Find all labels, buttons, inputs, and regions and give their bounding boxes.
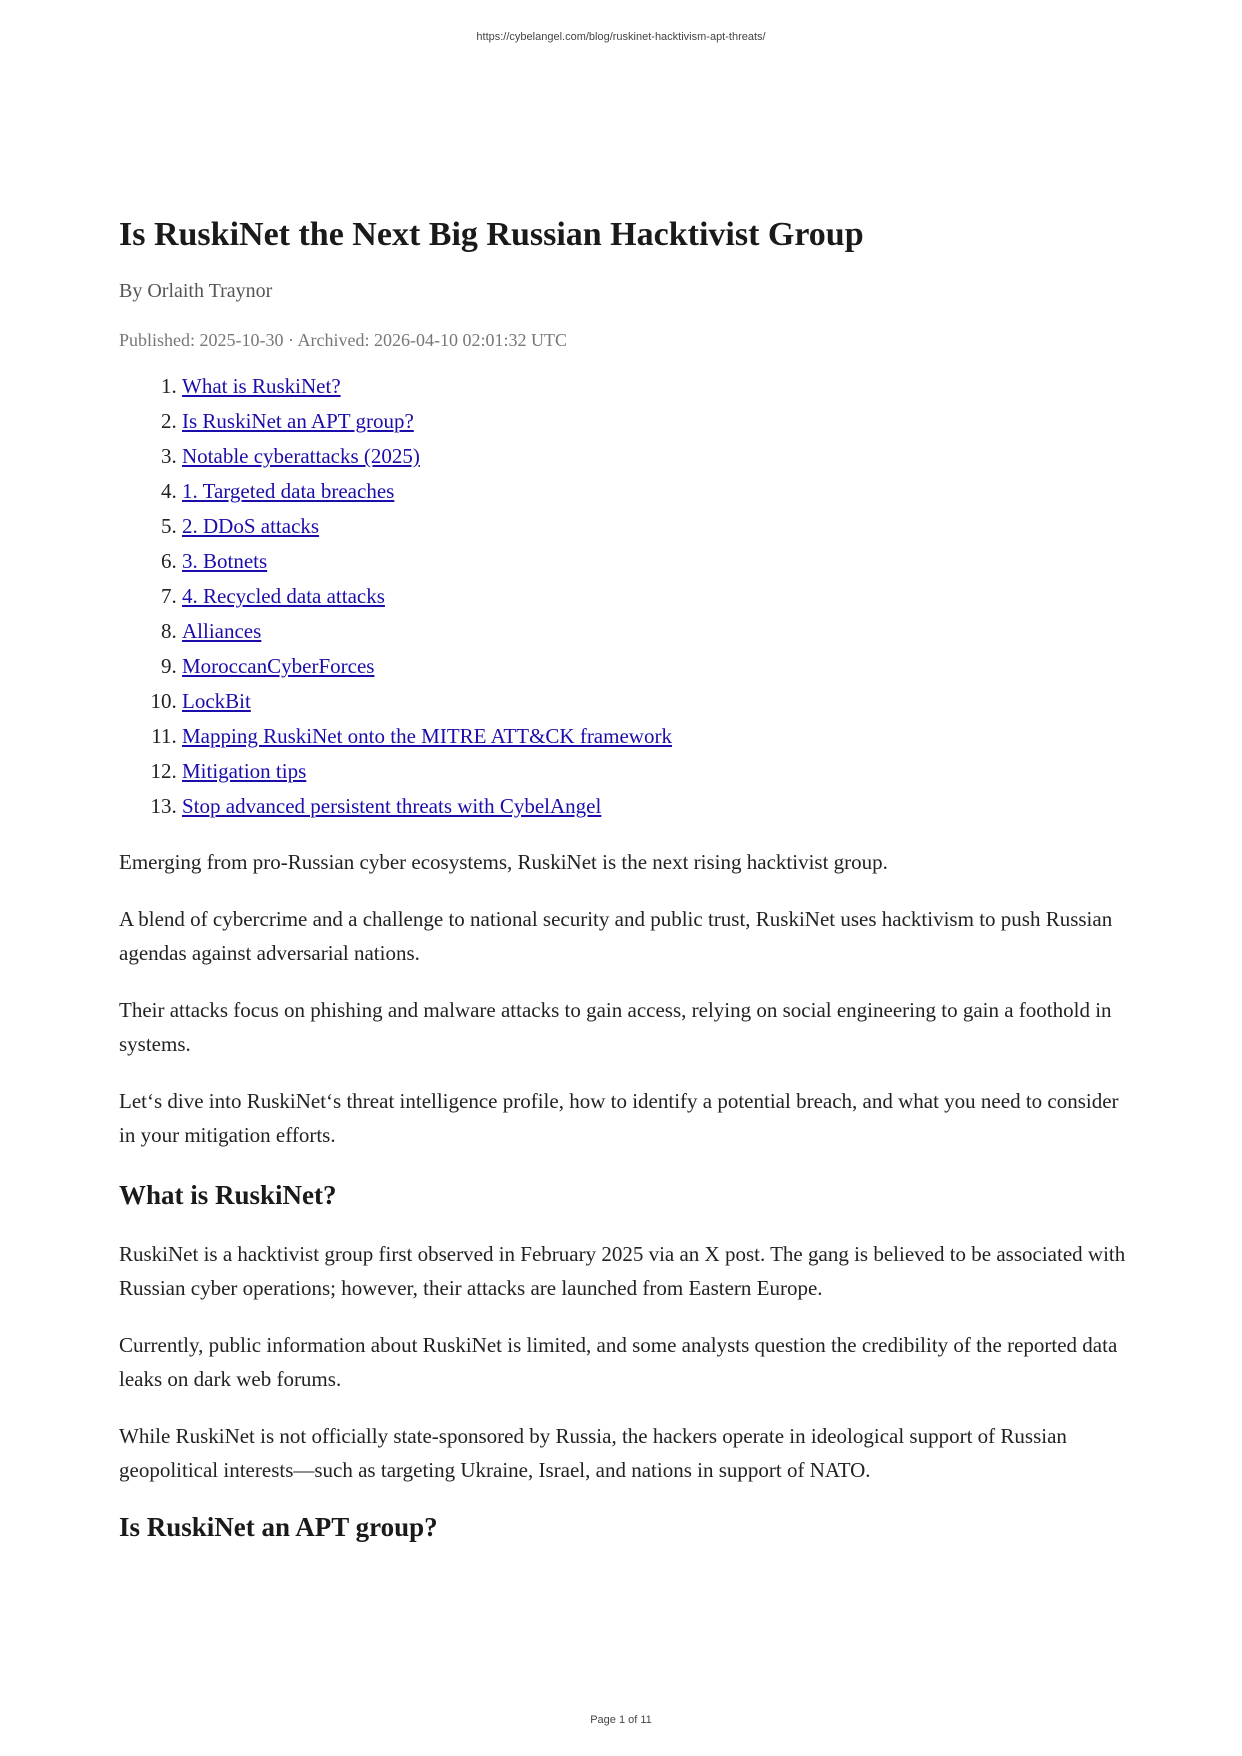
section-paragraph: RuskiNet is a hacktivist group first observed in February 2025 via an X post. The gang is believed to be associated with Russian cyber operations; however, their attacks are launched from Eastern Europe. [119, 1242, 1126, 1300]
toc-link-targeted-data-breaches[interactable]: 1. Targeted data breaches [182, 479, 395, 503]
section-heading-what-is-ruskinet: What is RuskiNet? [119, 1180, 337, 1210]
toc-item [182, 754, 1129, 789]
toc-link-ddos-attacks[interactable]: 2. DDoS attacks [182, 514, 320, 538]
intro-paragraph: Let‘s dive into RuskiNet‘s threat intelligence profile, how to identify a potential breach, and what you need to consider in your mitigation efforts. [119, 1089, 1119, 1147]
toc-item [182, 439, 1129, 474]
toc-link-recycled-data-attacks[interactable]: 4. Recycled data attacks [182, 584, 385, 608]
page-number: Page 1 of 11 [590, 1714, 652, 1726]
toc-link-mitre-attack[interactable]: Mapping RuskiNet onto the MITRE ATT&CK framework [182, 724, 672, 748]
toc-link-stop-apt-cybelangel[interactable]: Stop advanced persistent threats with CybelAngel [182, 794, 602, 818]
article-meta: Published: 2025-10-30 · Archived: 2026-04-10 02:01:32 UTC [119, 330, 567, 350]
intro-paragraph: Their attacks focus on phishing and malware attacks to gain access, relying on social engineering to gain a foothold in systems. [119, 998, 1112, 1056]
section-paragraph: While RuskiNet is not officially state-sponsored by Russia, the hackers operate in ideological support of Russian geopolitical interests—such as targeting Ukraine, Israel, and nations in support of NATO. [119, 1424, 1067, 1482]
toc-item [182, 614, 1129, 649]
toc-link-alliances[interactable]: Alliances [182, 619, 262, 643]
toc-link-what-is-ruskinet[interactable]: What is RuskiNet? [182, 374, 341, 398]
toc-item [182, 579, 1129, 614]
page-url-header: https://cybelangel.com/blog/ruskinet-hacktivism-apt-threats/ [476, 31, 766, 43]
toc-item [182, 649, 1129, 684]
toc-item [182, 474, 1129, 509]
toc-item [182, 369, 1129, 404]
intro-paragraph: A blend of cybercrime and a challenge to national security and public trust, RuskiNet uses hacktivism to push Russian agendas against adversarial nations. [119, 907, 1113, 965]
article-title: Is RuskiNet the Next Big Russian Hacktivist Group [119, 216, 864, 253]
toc-item [182, 509, 1129, 544]
table-of-contents [119, 369, 1129, 824]
toc-item [182, 544, 1129, 579]
toc-item [182, 719, 1129, 754]
toc-item [182, 684, 1129, 719]
intro-paragraph: Emerging from pro-Russian cyber ecosystems, RuskiNet is the next rising hacktivist group. [119, 850, 888, 874]
article [119, 208, 1129, 1547]
toc-link-moroccancyberforces[interactable]: MoroccanCyberForces [182, 654, 375, 678]
section-paragraph: Currently, public information about RuskiNet is limited, and some analysts question the credibility of the reported data leaks on dark web forums. [119, 1333, 1118, 1391]
toc-link-apt-group[interactable]: Is RuskiNet an APT group? [182, 409, 414, 433]
toc-link-mitigation-tips[interactable]: Mitigation tips [182, 759, 307, 783]
toc-link-botnets[interactable]: 3. Botnets [182, 549, 268, 573]
toc-link-notable-cyberattacks[interactable]: Notable cyberattacks (2025) [182, 444, 420, 468]
toc-item [182, 404, 1129, 439]
article-byline: By Orlaith Traynor [119, 280, 273, 302]
toc-item [182, 789, 1129, 824]
toc-link-lockbit[interactable]: LockBit [182, 689, 251, 713]
section-heading-apt-group: Is RuskiNet an APT group? [119, 1512, 438, 1542]
